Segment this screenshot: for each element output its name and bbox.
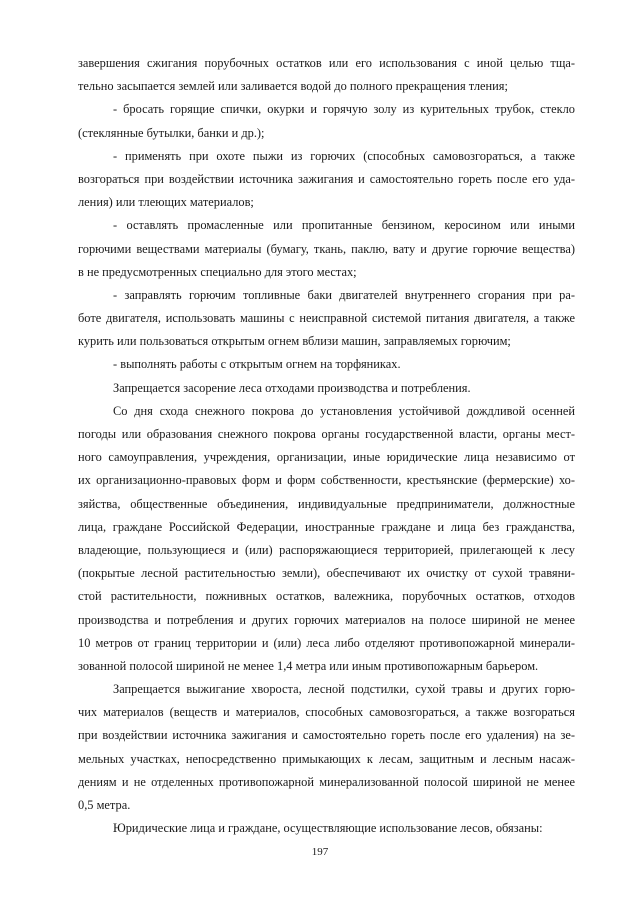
- text-line: тельно засыпается землей или заливается водой до полного прекращения тления;: [78, 79, 508, 94]
- text-line: - бросать горящие спички, окурки и горячую золу из курительных трубок, стекло: [113, 102, 575, 117]
- text-line: Со дня схода снежного покрова до установления устойчивой дождливой осенней: [113, 403, 575, 418]
- text-line: в не предусмотренных специально для этого местах;: [78, 264, 357, 279]
- text-line: 0,5 метра.: [78, 798, 131, 812]
- text-line: ления) или тлеющих материалов;: [78, 195, 254, 210]
- text-line: лица, граждане Российской Федерации, иностранные граждане и лица без гражданства,: [78, 519, 575, 534]
- text-line: Юридические лица и граждане, осуществляющие использование лесов, обязаны:: [113, 821, 543, 836]
- text-line: горючими веществами материалы (бумагу, ткань, паклю, вату и другие горючие вещества): [78, 241, 575, 256]
- text-line: - выполнять работы с открытым огнем на торфяниках.: [113, 357, 401, 372]
- text-line: мельных участках, непосредственно примыкающих к лесам, защитным и лесным насаж-: [78, 751, 575, 766]
- text-line: завершения сжигания порубочных остатков или его использования с иной целью тща-: [78, 56, 575, 70]
- text-line: боте двигателя, использовать машины с неисправной системой питания двигателя, а также: [78, 311, 575, 326]
- text-line: дениям и не отделенных противопожарной минерализованной полосой шириной не менее: [78, 774, 575, 789]
- page-number: 197: [311, 846, 329, 858]
- text-line: возгораться при воздействии источника зажигания и самостоятельно гореть после его уда-: [78, 171, 575, 186]
- text-line: владеющие, пользующиеся и (или) распоряжающиеся территорией, прилегающей к лесу: [78, 542, 575, 557]
- text-line: чих материалов (веществ и материалов, способных самовозгораться, а также возгораться: [78, 705, 575, 720]
- text-line: курить или пользоваться открытым огнем вблизи машин, заправляемых горючим;: [78, 334, 511, 349]
- text-line: 10 метров от границ территории и (или) леса либо отделяют противопожарной минерали-: [78, 635, 575, 650]
- text-line: - заправлять горючим топливные баки двигателей внутреннего сгорания при ра-: [113, 287, 575, 302]
- text-line: погоды или образования снежного покрова органы государственной власти, органы мест-: [78, 427, 575, 441]
- text-line: ного самоуправления, учреждения, организации, иные юридические лица независимо от: [78, 450, 575, 465]
- text-line: - оставлять промасленные или пропитанные бензином, керосином или иными: [113, 218, 575, 233]
- text-line: - применять при охоте пыжи из горючих (способных самовозгораться, а также: [113, 148, 575, 163]
- text-line: их организационно-правовых форм и форм собственности, крестьянские (фермерские) хо-: [78, 473, 575, 488]
- text-line: при воздействии источника зажигания и самостоятельно гореть после его удаления) на зе-: [78, 728, 575, 743]
- text-line: стой растительности, пожнивных остатков, валежника, порубочных остатков, отходов: [78, 589, 575, 604]
- text-line: производства и потребления и других горючих материалов на полосе шириной не менее: [78, 612, 575, 627]
- text-line: Запрещается выжигание хвороста, лесной подстилки, сухой травы и других горю-: [113, 682, 575, 697]
- text-line: (покрытые лесной растительностью земли), обеспечивают их очистку от сухой травяни-: [78, 566, 575, 581]
- document-body: [78, 52, 575, 840]
- text-line: Запрещается засорение леса отходами производства и потребления.: [113, 380, 471, 395]
- text-line: зяйства, общественные объединения, индивидуальные предприниматели, должностные: [78, 496, 575, 511]
- text-line: (стеклянные бутылки, банки и др.);: [78, 125, 265, 140]
- text-line: зованной полосой шириной не менее 1,4 метра или иным противопожарным барьером.: [78, 658, 539, 673]
